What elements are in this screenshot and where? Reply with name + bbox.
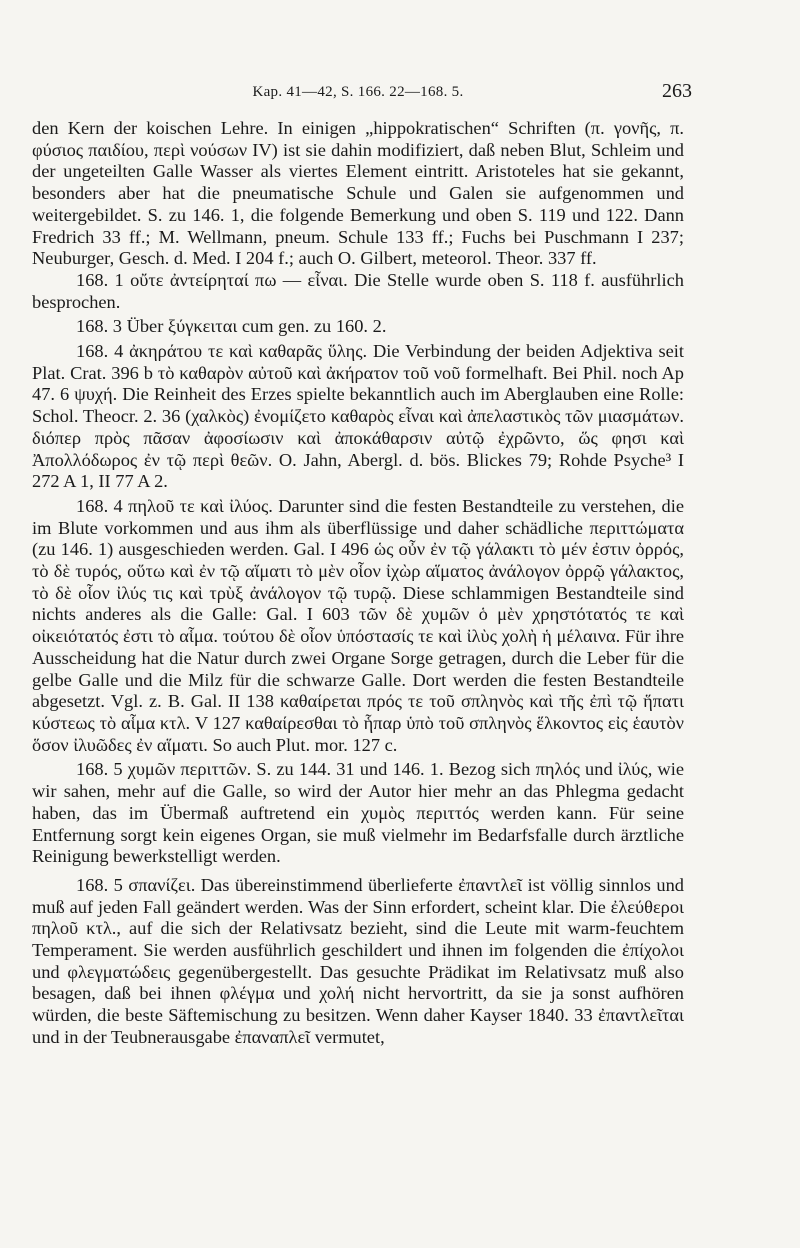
running-head: Kap. 41—42, S. 166. 22—168. 5. <box>252 84 464 100</box>
page-number: 263 <box>662 80 692 102</box>
note-168-4-pelou: 168. 4 πηλοῦ τε καὶ ἰλύος. Darunter sind die festen Bestandteile zu verstehen, die im Blute vorkommen und aus ihm als überflüssige und daher schädliche περιττώματα (zu 146. 1) ausgeschieden werden. Gal. I 496 ὡς οὖν ἐν τῷ γάλακτι τὸ μέν ἐστιν ὀρρός, τὸ δὲ τυρός, οὕτω καὶ ἐν τῷ αἵματι τὸ μὲν οἷον ἰχὼρ αἵματος ἀνάλογον ὀρρῷ γάλακτος, τὸ δὲ οἷον ἰλύς τις καὶ τρὺξ ἀνάλογον τῷ τυρῷ. Diese schlammigen Bestandteile sind nichts anderes als die Galle: Gal. I 603 τῶν δὲ χυμῶν ὁ μὲν χρηστότατός τε καὶ οἰκειότατός ἐστι τὸ αἷμα. τούτου δὲ οἷον ὑπόστασίς τε καὶ ἰλὺς χολὴ ἡ μέλαινα. Für ihre Ausscheidung hat die Natur durch zwei Organe Sorge getragen, durch die Leber für die gelbe Galle und die Milz für die schwarze Galle. Dort werden die festen Bestandteile abgesetzt. Vgl. z. B. Gal. II 138 καθαίρεται πρός τε τοῦ σπληνὸς καὶ τῆς ἐπὶ τῷ ἥπατι κύστεως τὸ αἷμα κτλ. V 127 καθαίρεσθαι τὸ ἧπαρ ὑπὸ τοῦ σπληνὸς ἕλκοντος εἰς ἑαυτὸν ὅσον ἰλυῶδες ἐν αἵματι. So auch Plut. mor. 127 c. <box>32 495 684 755</box>
commentary-text <box>32 118 684 1049</box>
paragraph-continuation: den Kern der koischen Lehre. In einigen „hippokratischen“ Schriften (π. γονῆς, π. φύσιος παιδίου, περὶ νούσων IV) ist sie dahin modifiziert, daß neben Blut, Schleim und der ungeteilten Galle Wasser als viertes Element eintritt. Aristoteles hat sie gekannt, besonders aber hat die pneumatische Schule und Galen sie aufgenommen und weitergebildet. S. zu 146. 1, die folgende Bemerkung und oben S. 119 und 122. Dann Fredrich 33 ff.; M. Wellmann, pneum. Schule 133 ff.; Fuchs bei Puschmann I 237; Neuburger, Gesch. d. Med. I 204 f.; auch O. Gilbert, meteorol. Theor. 337 ff. <box>32 118 684 269</box>
page-header <box>32 80 692 104</box>
note-168-5-chymon: 168. 5 χυμῶν περιττῶν. S. zu 144. 31 und 146. 1. Bezog sich πηλός und ἰλύς, wie wir sahen, mehr auf die Galle, so wird der Autor hier mehr an das Phlegma gedacht haben, das im Übermaß auftretend ein χυμὸς περιττός werden kann. Für seine Entfernung sorgt kein eigenes Organ, sie muß vielmehr im Bedarfsfalle durch ärztliche Reinigung bewerkstelligt werden. <box>32 759 684 867</box>
note-168-3: 168. 3 Über ξύγκειται cum gen. zu 160. 2. <box>76 316 387 337</box>
note-168-5-spanizei: 168. 5 σπανίζει. Das übereinstimmend überlieferte ἐπαντλεῖ ist völlig sinnlos und muß auf jeden Fall geändert werden. Was der Sinn erfordert, scheint klar. Die ἐλεύθεροι πηλοῦ κτλ., auf die sich der Relativsatz bezieht, sind die Leute mit warm-feuchtem Temperament. Sie werden ausführlich geschildert und ihnen im folgenden die ἐπίχολοι und φλεγματώδεις gegenübergestellt. Das gesuchte Prädikat im Relativsatz muß also besagen, daß bei ihnen φλέγμα und χολή nicht hervortritt, da sie ja sonst aufhören würden, die beste Säftemischung zu besitzen. Wenn daher Kayser 1840. 33 ἐπαντλεῖται und in der Teubnerausgabe ἐπαναπλεῖ vermutet, <box>32 874 684 1047</box>
note-168-4-akeratou: 168. 4 ἀκηράτου τε καὶ καθαρᾶς ὕλης. Die Verbindung der beiden Adjektiva seit Plat. Crat. 396 b τὸ καθαρὸν αὐτοῦ καὶ ἀκήρατον τοῦ νοῦ formelhaft. Bei Phil. noch Ap 47. 6 ψυχή. Die Reinheit des Erzes spielte bekanntlich auch im Aberglauben eine Rolle: Schol. Theocr. 2. 36 (χαλκὸς) ἐνομίζετο καθαρὸς εἶναι καὶ ἀπελαστικὸς τῶν μιασμάτων. διόπερ πρὸς πᾶσαν ἀφοσίωσιν καὶ ἀποκάθαρσιν αὐτῷ ἐχρῶντο, ὥς φησι καὶ Ἀπολλόδωρος ἐν τῷ περὶ θεῶν. O. Jahn, Abergl. d. bös. Blickes 79; Rohde Psyche³ I 272 A 1, II 77 A 2. <box>32 341 684 492</box>
note-168-1: 168. 1 οὔτε ἀντείρηταί πω — εἶναι. Die Stelle wurde oben S. 118 f. ausführlich besprochen. <box>32 269 684 312</box>
